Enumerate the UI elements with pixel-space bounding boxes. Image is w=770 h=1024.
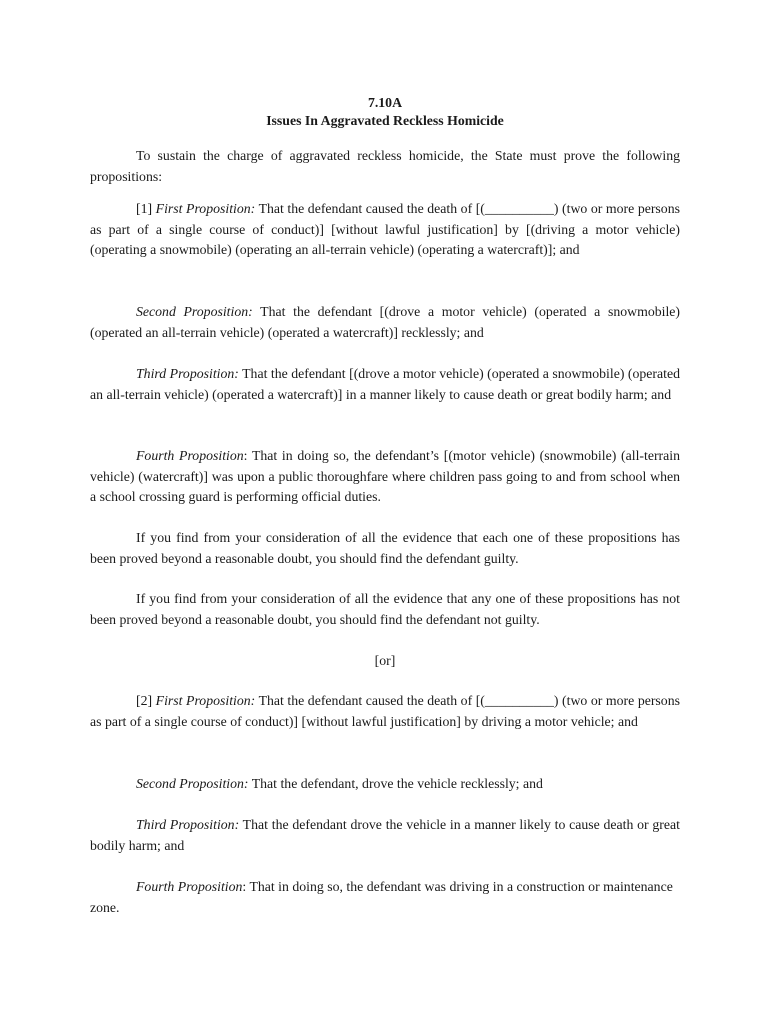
set1-fourth-proposition [90, 446, 680, 508]
set2-second-text: That the defendant, drove the vehicle recklessly; and [248, 776, 543, 791]
set1-second-text: That the defendant [(drove a motor vehicle) (operated a snowmobile) (operated an all-terrain vehicle) (operated a watercraft)] recklessly; and [90, 304, 681, 340]
set2-fourth-text: : That in doing so, the defendant was driving in a construction or maintenance zone. [90, 879, 673, 915]
set1-fourth-label: Fourth Proposition [136, 448, 244, 463]
set2-first-proposition [90, 691, 680, 732]
not-guilty-paragraph: If you find from your consideration of all the evidence that any one of these propositions has not been proved beyond a reasonable doubt, you should find the defendant not guilty. [90, 591, 680, 627]
instruction-title: Issues In Aggravated Reckless Homicide [266, 113, 504, 128]
set2-first-text: That the defendant caused the death of [(__________) (two or more persons as part of a single course of conduct)] [without lawful justification] by driving a motor vehicle; and [90, 693, 680, 729]
set2-fourth-label: Fourth Proposition [136, 879, 243, 894]
set1-first-label: First Proposition: [155, 201, 256, 216]
set1-third-proposition [90, 364, 680, 405]
intro-paragraph: To sustain the charge of aggravated reckless homicide, the State must prove the following propositions: [90, 148, 680, 184]
set2-third-label: Third Proposition: [136, 817, 240, 832]
set1-first-text: That the defendant caused the death of [(__________) (two or more persons as part of a single course of conduct)] [without lawful justification] by [(driving a motor vehicle) (operating a snowmobile) (operating an all-terrain vehicle) (operating a watercraft)]; and [90, 201, 680, 258]
set2-fourth-proposition [90, 877, 680, 918]
set1-first-proposition [90, 199, 680, 261]
set2-second-label: Second Proposition: [136, 776, 249, 791]
set1-fourth-text: : That in doing so, the defendant’s [(motor vehicle) (snowmobile) (all-terrain vehicle) (watercraft)] was upon a public thoroughfare where children pass going to and from school when a school crossing guard is performing official duties. [90, 448, 680, 505]
set1-second-proposition [90, 302, 680, 343]
set2-first-prefix: [2] [136, 693, 156, 708]
set1-third-label: Third Proposition: [136, 366, 239, 381]
or-separator: [or] [374, 653, 396, 668]
set2-second-proposition [90, 774, 680, 795]
set2-first-label: First Proposition: [155, 693, 256, 708]
set1-first-prefix: [1] [136, 201, 156, 216]
set2-third-text: That the defendant drove the vehicle in a manner likely to cause death or great bodily harm; and [90, 817, 680, 853]
set1-second-label: Second Proposition: [136, 304, 253, 319]
set1-third-text: That the defendant [(drove a motor vehicle) (operated a snowmobile) (operated an all-terrain vehicle) (operated a watercraft)] in a manner likely to cause death or great bodily harm; and [90, 366, 680, 402]
instruction-number: 7.10A [367, 95, 403, 110]
set2-third-proposition [90, 815, 680, 856]
guilty-paragraph: If you find from your consideration of all the evidence that each one of these propositions has been proved beyond a reasonable doubt, you should find the defendant guilty. [90, 530, 680, 566]
